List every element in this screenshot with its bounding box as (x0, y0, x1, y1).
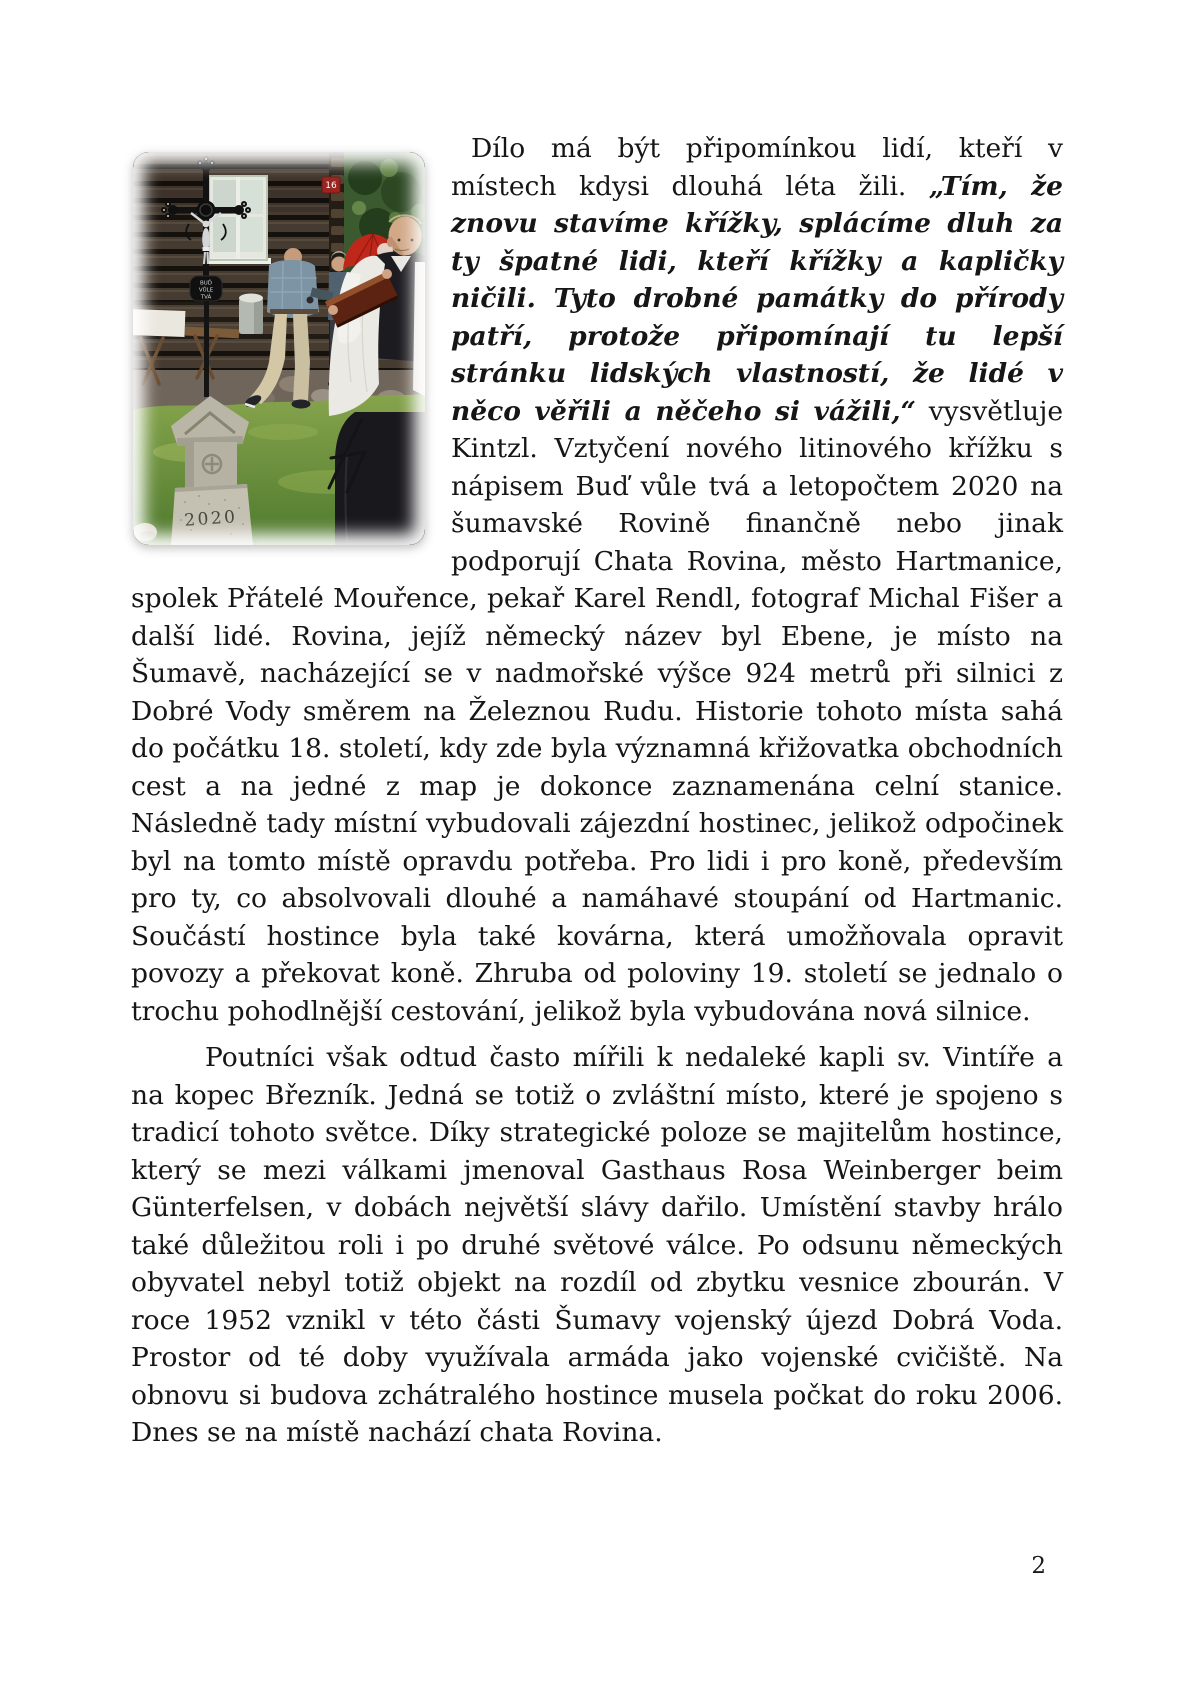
paragraph-1 (131, 130, 1063, 1030)
memorial-plaque (190, 276, 222, 301)
page-content (131, 130, 1063, 1452)
plaque-line-3: TVÁ (200, 294, 212, 301)
plaque-line-1: BUĎ (199, 280, 213, 287)
paragraph-1-rest: vysvětluje Kintzl. Vztyčení nového litinového křížku s nápisem Buď vůle tvá a letopočtem 2020 na šumavské Rovině finančně nebo jinak podporují Chata Rovina, město Hartmanice, spolek Přátelé Mouřence, pekař Karel Rendl, fotograf Michal Fišer a další lidé. Rovina, jejíž německý název byl Ebene, je místo na Šumavě, nacházející se v nadmořské výšce 924 metrů při silnici z Dobré Vody směrem na Železnou Rudu. Historie tohoto místa sahá do počátku 18. století, kdy zde byla významná křižovatka obchodních cest a na jedné z map je dokonce zaznamenána celní stanice. Následně tady místní vybudovali zájezdní hostinec, jelikož odpočinek byl na tomto místě opravdu potřeba. Pro lidi i pro koně, především pro ty, co absolvovali dlouhé a namáhavé stoupání od Hartmanic. Součástí hostince byla také kovárna, která umožňovala opravit povozy a překovat koně. Zhruba od poloviny 19. století se jednalo o trochu pohodlnější cestování, jelikož byla vybudována nová silnice. (131, 395, 1063, 1027)
ceremony-photo-graphic (133, 152, 425, 545)
house-number-plaque (322, 177, 340, 193)
white-stone (133, 523, 157, 541)
paragraph-1-quote: „Tím, že znovu stavíme křížky, splácíme dluh za ty špatné lidi, kteří křížky a kapličky ničili. Tyto drobné památky do přírody patří, protože připomínají tu lepší stránku lidských vlastností, že lidé v něco věřili a něčeho si vážili,“ (451, 170, 1064, 427)
window (205, 176, 271, 264)
page-number: 2 (1031, 1553, 1046, 1579)
paragraph-2: Poutníci však odtud často mířili k nedaleké kapli sv. Vintíře a na kopec Březník. Jedná se totiž o zvláštní místo, které je spojeno s tradicí tohoto světce. Díky strategické poloze se majitelům hostince, který se mezi válkami jmenoval Gasthaus Rosa Weinberger beim Günterfelsen, v dobách největší slávy dařilo. Umístění stavby hrálo také důležitou roli i po druhé světové válce. Po odsunu německých obyvatel nebyl totiž objekt na rozdíl od zbytku vesnice zbourán. V roce 1952 vznikl v této části Šumavy vojenský újezd Dobrá Voda. Prostor od té doby využívala armáda jako vojenské cvičiště. Na obnovu si budova zchátralého hostince musela počkat do roku 2006. Dnes se na místě nachází chata Rovina. (131, 1042, 1063, 1448)
metal-vessel (239, 294, 263, 335)
pedestal-year: 2020 (183, 507, 239, 531)
house-number: 16 (325, 181, 337, 191)
paragraph-1-intro: Dílo má být připomínkou lidí, kteří v místech kdysi dlouhá léta žili. (451, 133, 1063, 202)
ceremony-photo (133, 152, 425, 545)
plaque-line-2: VŮLE (198, 287, 214, 294)
